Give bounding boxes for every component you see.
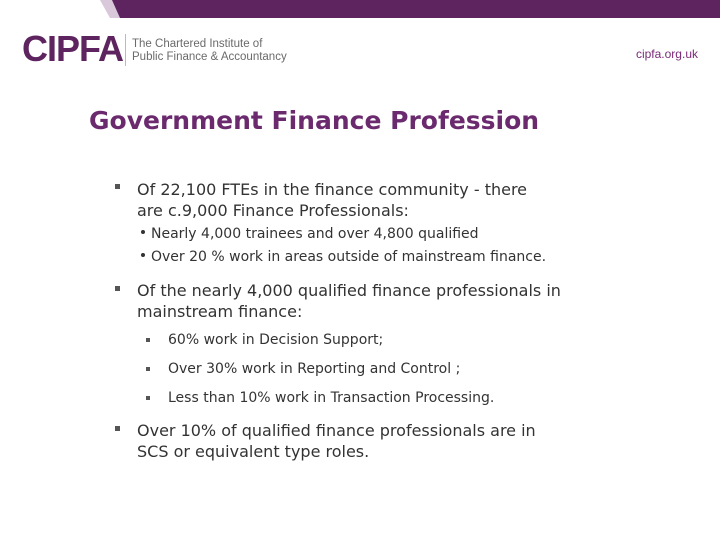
logo-wordmark-text: CIPFA: [22, 28, 124, 69]
bullet-3-line1: Over 10% of qualified finance professionals are in: [137, 421, 536, 440]
bullet-square-icon: [115, 184, 120, 189]
bullet-3-line2: SCS or equivalent type roles.: [137, 442, 370, 461]
sub-bullet-1-2: [141, 247, 546, 267]
bullet-1-line1: Of 22,100 FTEs in the finance community - there: [137, 180, 528, 199]
logo-tagline: [132, 38, 287, 64]
round-bullet-icon: [141, 253, 145, 257]
round-bullet-icon: [141, 230, 145, 234]
bullet-2-text: [137, 280, 561, 322]
logo-wordmark: [22, 30, 123, 68]
bullet-1-text: [137, 179, 527, 221]
website-link[interactable]: cipfa.org.uk: [635, 47, 698, 61]
bullet-2-line1: Of the nearly 4,000 qualified finance professionals in: [137, 281, 561, 300]
sub-bullet-2-3: Less than 10% work in Transaction Processing.: [168, 390, 495, 406]
sub-bullet-square-icon: [146, 367, 150, 371]
purple-band-graphic: [0, 0, 720, 18]
bullet-2-line2: mainstream finance:: [137, 302, 303, 321]
sub-bullet-2-1: 60% work in Decision Support;: [168, 332, 384, 348]
sub-bullet-square-icon: [146, 338, 150, 342]
logo-tagline-line2: Public Finance & Accountancy: [132, 51, 287, 63]
bullet-3-text: [137, 420, 536, 462]
sub-bullet-1-1: [141, 224, 479, 244]
sub-bullet-square-icon: [146, 396, 150, 400]
logo-divider: [125, 34, 126, 66]
header-band: [0, 0, 720, 18]
slide-title: Government Finance Profession: [89, 106, 540, 135]
sub-bullet-1-1-text: Nearly 4,000 trainees and over 4,800 qualified: [151, 226, 479, 242]
bullet-1-line2: are c.9,000 Finance Professionals:: [137, 201, 409, 220]
sub-bullet-2-2: Over 30% work in Reporting and Control ;: [168, 361, 461, 377]
bullet-square-icon: [115, 286, 120, 291]
sub-bullet-1-2-text: Over 20 % work in areas outside of mainstream finance.: [151, 249, 547, 265]
bullet-square-icon: [115, 426, 120, 431]
logo-tagline-line1: The Chartered Institute of: [132, 38, 263, 50]
